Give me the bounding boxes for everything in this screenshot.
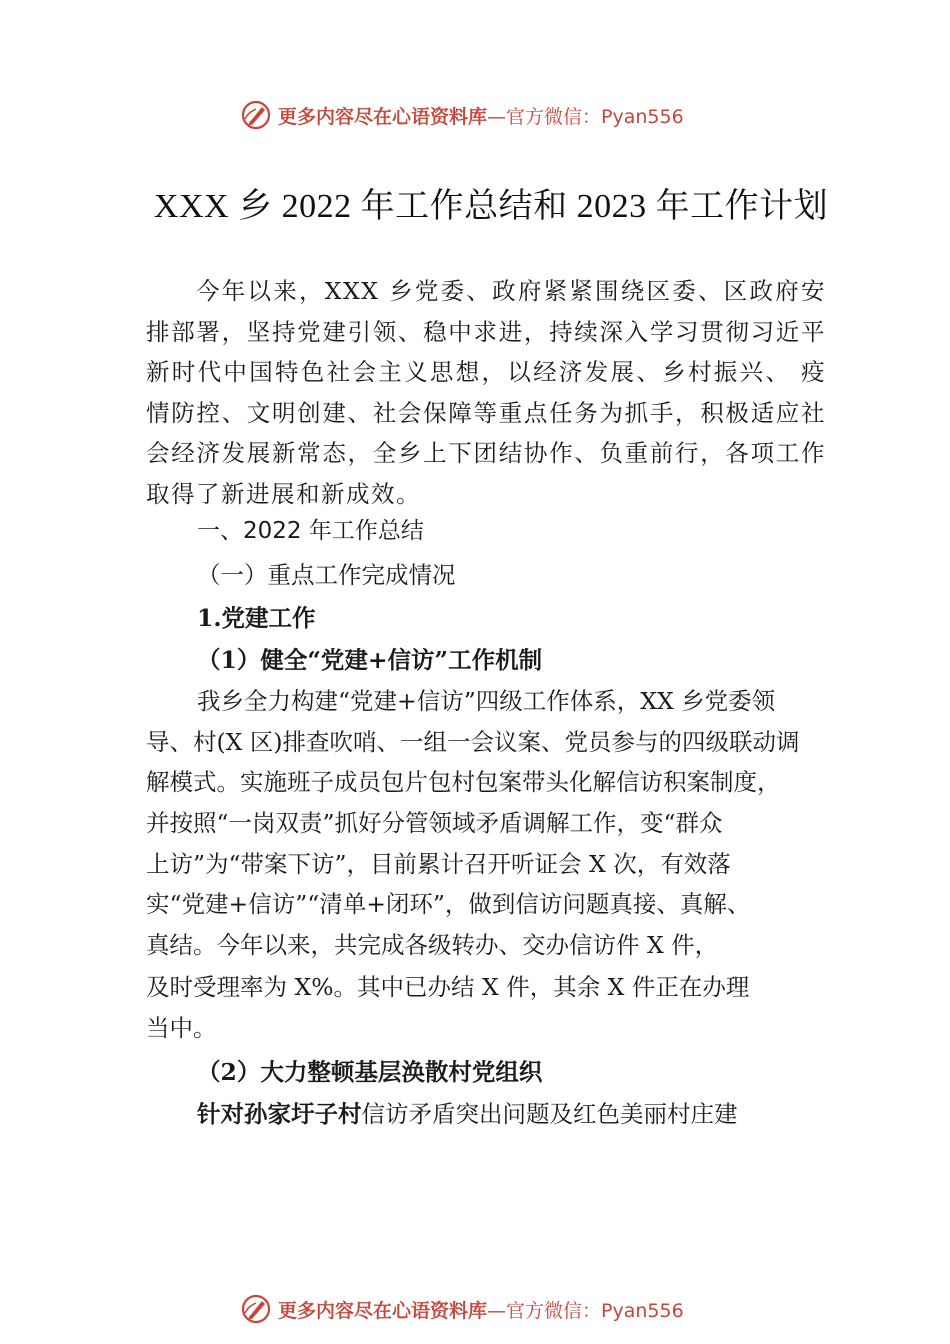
body-line: 真结。今年以来，共完成各级转办、交办信访件 X 件， (146, 931, 719, 959)
item-heading: 1.党建工作 (197, 604, 316, 632)
intro-text: 今年以来，XXX 乡党委、政府紧紧围绕区委、区政府安排部署，坚持党建引领、稳中求进，持续深入学习贯彻习近平新时代中国特色社会主义思想，以经济发展、乡村振兴、 疫情防控、文明创建、社会保障等重点任务为抓手，积极适应社会经济发展新常态，全乡上下团结协作、负重前行，各项工作取得了新进展和新成效。 (146, 277, 826, 508)
footer-banner (240, 1291, 684, 1327)
body-line: 并按照“一岗双责”抓好分管领域矛盾调解工作，变“群众 (146, 809, 723, 837)
quill-pen-logo-icon (240, 99, 272, 131)
subitem-heading: （1）健全“党建+信访”工作机制 (197, 646, 543, 674)
banner-contact-text: —官方微信：Pyan556 (487, 1299, 684, 1322)
body-bold-lead: 针对孙家圩子村 (197, 1100, 362, 1128)
quill-pen-logo-icon (240, 1293, 272, 1325)
banner-contact-text: —官方微信：Pyan556 (487, 105, 684, 128)
body-line (197, 1095, 738, 1129)
banner-brand-text: 更多内容尽在心语资料库 (278, 105, 488, 128)
body-line: 解模式。实施班子成员包片包村包案带头化解信访积案制度， (146, 768, 781, 796)
body-line: 实“党建+信访”“清单+闭环”，做到信访问题真接、真解、 (146, 890, 751, 918)
body-line: 及时受理率为 X%。其中已办结 X 件，其余 X 件正在办理 (146, 973, 750, 1001)
section-heading: 一、2022 年工作总结 (197, 518, 424, 544)
subitem-heading: （2）大力整顿基层涣散村党组织 (197, 1058, 543, 1086)
intro-paragraph (146, 271, 826, 514)
banner-brand-text: 更多内容尽在心语资料库 (278, 1299, 488, 1322)
body-line: 导、村(X 区)排查吹哨、一组一会议案、党员参与的四级联动调 (146, 728, 800, 756)
body-line: 上访”为“带案下访”，目前累计召开听证会 X 次，有效落 (146, 850, 731, 878)
body-line: 当中。 (146, 1014, 217, 1042)
body-text: 信访矛盾突出问题及红色美丽村庄建 (361, 1100, 738, 1128)
body-line: 我乡全力构建“党建+信访”四级工作体系，XX 乡党委领 (197, 687, 776, 715)
document-title: XXX 乡 2022 年工作总结和 2023 年工作计划 (153, 188, 829, 225)
header-banner (240, 97, 684, 133)
subsection-heading: （一）重点工作完成情况 (197, 561, 456, 589)
